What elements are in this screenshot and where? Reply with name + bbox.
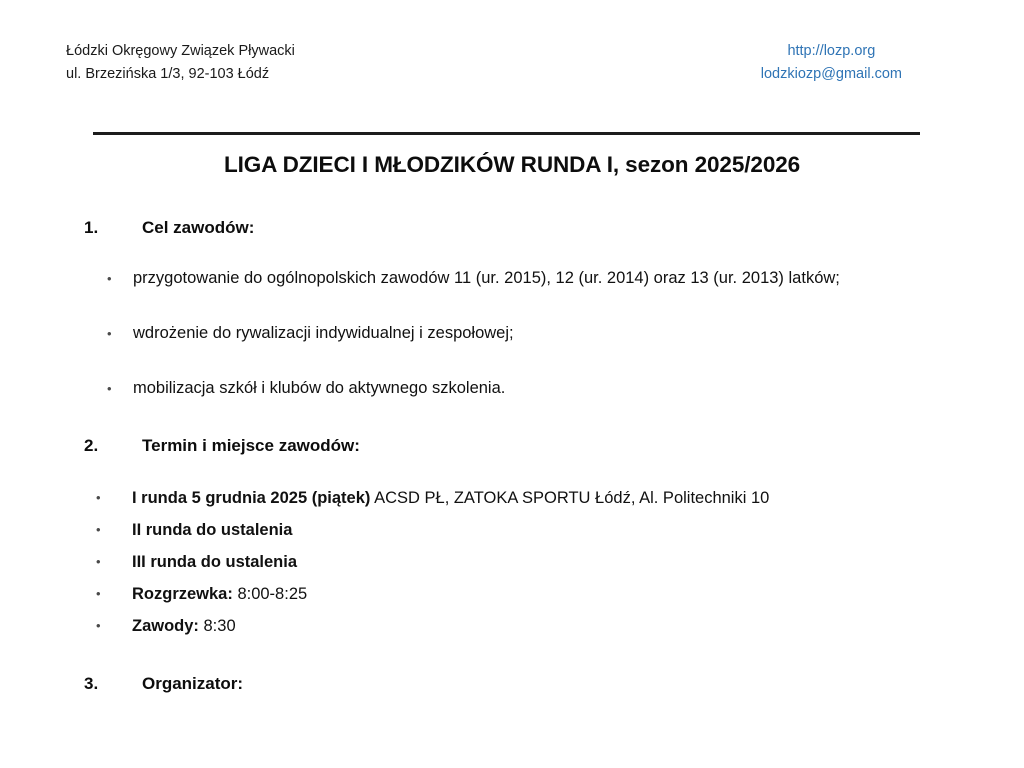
- list-item-emphasis: II runda do ustalenia: [132, 521, 293, 539]
- document-body: [0, 218, 1024, 694]
- list-item-detail: 8:00-8:25: [232, 585, 308, 603]
- list-item-detail: 8:30: [198, 617, 236, 635]
- bullet-dot-icon: •: [107, 326, 112, 341]
- bullet-dot-icon: •: [96, 554, 101, 569]
- bullet-dot-icon: •: [107, 381, 112, 396]
- list-item-emphasis: III runda do ustalenia: [132, 553, 298, 571]
- website-link[interactable]: http://lozp.org: [787, 43, 876, 59]
- email-link[interactable]: lodzkiozp@gmail.com: [760, 66, 902, 82]
- contact-info: [761, 40, 966, 86]
- list-item-text: wdrożenie do rywalizacji indywidualnej i zespołowej;: [133, 324, 514, 342]
- list-item-text: [132, 482, 984, 514]
- bullet-dot-icon: •: [96, 522, 101, 537]
- section-title-2: Termin i miejsce zawodów:: [142, 436, 360, 455]
- header-divider: [93, 132, 920, 135]
- bullet-dot-icon: •: [96, 490, 101, 505]
- section-heading-1: [0, 218, 1024, 238]
- section-1-bullet-list: [0, 265, 1024, 402]
- section-number-3: 3.: [84, 674, 99, 693]
- list-item: [96, 482, 984, 514]
- document-header: [66, 40, 966, 86]
- list-item-text: mobilizacja szkół i klubów do aktywnego szkolenia.: [133, 379, 506, 397]
- list-item: [96, 610, 984, 642]
- list-item: [96, 514, 984, 546]
- organization-name: Łódzki Okręgowy Związek Pływacki: [66, 43, 295, 59]
- list-item-text: [132, 610, 984, 642]
- list-item-text: przygotowanie do ogólnopolskich zawodów 11 (ur. 2015), 12 (ur. 2014) oraz 13 (ur. 2013) latków;: [133, 269, 840, 287]
- list-item-emphasis: Zawody:: [132, 617, 199, 635]
- section-title-1: Cel zawodów:: [142, 218, 255, 237]
- bullet-dot-icon: •: [96, 618, 101, 633]
- section-heading-2: [0, 436, 1024, 456]
- organization-address: ul. Brzezińska 1/3, 92-103 Łódź: [66, 66, 270, 82]
- list-item-detail: ACSD PŁ, ZATOKA SPORTU Łódź, Al. Politechniki 10: [370, 489, 770, 507]
- list-item-text: [132, 578, 984, 610]
- list-item: [107, 265, 972, 292]
- list-item: [96, 546, 984, 578]
- bullet-dot-icon: •: [107, 271, 112, 286]
- section-heading-3: [0, 674, 1024, 694]
- list-item-emphasis: Rozgrzewka:: [132, 585, 233, 603]
- bullet-dot-icon: •: [96, 586, 101, 601]
- list-item: [107, 320, 972, 347]
- page-title: LIGA DZIECI I MŁODZIKÓW RUNDA I, sezon 2025/2026: [223, 152, 801, 177]
- list-item: [107, 375, 972, 402]
- list-item-emphasis: I runda 5 grudnia 2025 (piątek): [132, 489, 371, 507]
- section-number-1: 1.: [84, 218, 99, 237]
- list-item: [96, 578, 984, 610]
- section-number-2: 2.: [84, 436, 99, 455]
- list-item-text: [132, 514, 984, 546]
- list-item-text: [132, 546, 984, 578]
- organization-info: [66, 40, 295, 86]
- section-title-3: Organizator:: [142, 674, 244, 693]
- section-2-bullet-list: [0, 482, 1024, 642]
